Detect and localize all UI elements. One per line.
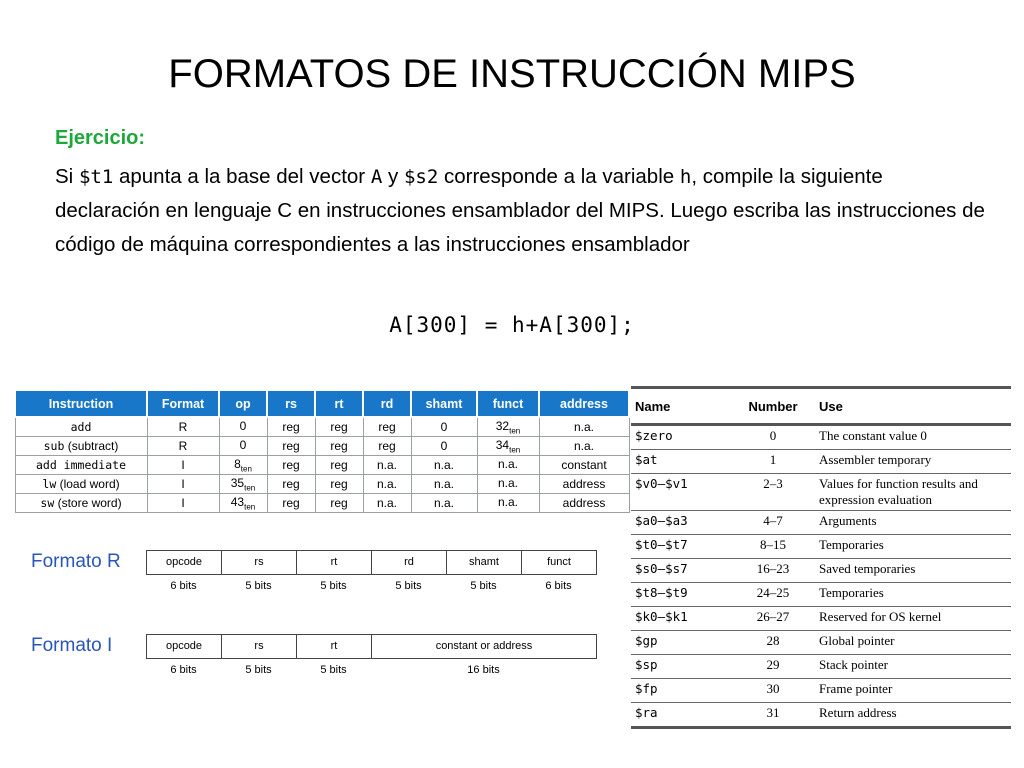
instruction-name-cell <box>15 417 147 437</box>
op-cell <box>219 475 267 494</box>
instruction-description: (load word) <box>56 477 120 491</box>
funct-value: n.a. <box>497 456 518 471</box>
register-table <box>631 386 1011 729</box>
register-use: Values for function results and expression evaluation <box>815 474 1011 511</box>
address-cell: address <box>539 475 629 494</box>
register-row <box>631 583 1011 607</box>
variable-a: A <box>370 166 383 188</box>
register-number: 26–27 <box>731 607 815 631</box>
instruction-row <box>15 437 629 456</box>
register-name: $t0–$t7 <box>631 535 731 559</box>
register-name: $ra <box>631 703 731 728</box>
register-name: $at <box>631 450 731 474</box>
format-field: rs <box>222 551 297 574</box>
instruction-mnemonic: lw <box>42 477 57 491</box>
register-name: $sp <box>631 655 731 679</box>
exercise-heading: Ejercicio: <box>55 127 146 149</box>
register-s2: $s2 <box>403 166 439 188</box>
rd-cell: n.a. <box>363 456 411 475</box>
address-cell: address <box>539 494 629 513</box>
col-header: address <box>539 390 629 417</box>
register-use: Reserved for OS kernel <box>815 607 1011 631</box>
rt-cell: reg <box>315 494 363 513</box>
rs-cell: reg <box>267 494 315 513</box>
exercise-text-part: , compile la siguiente declaración en lenguaje C en instrucciones ensamblador del MIPS. Luego escriba las instrucciones de código de máquina correspondientes a las instrucciones ensamblador <box>55 165 985 256</box>
funct-cell <box>477 475 539 494</box>
format-field: shamt <box>447 551 522 574</box>
register-use: Stack pointer <box>815 655 1011 679</box>
register-number: 4–7 <box>731 511 815 535</box>
rd-cell: reg <box>363 437 411 456</box>
rs-cell: reg <box>267 456 315 475</box>
funct-value: n.a. <box>497 494 518 509</box>
col-header: rt <box>315 390 363 417</box>
format-bit-size: 6 bits <box>545 580 572 592</box>
op-cell <box>219 456 267 475</box>
instruction-row <box>15 494 629 513</box>
format-i-fields <box>146 634 597 659</box>
rt-cell: reg <box>315 437 363 456</box>
format-i-bits <box>146 664 596 676</box>
register-name: $k0–$k1 <box>631 607 731 631</box>
register-table-header <box>631 388 1011 425</box>
rt-cell: reg <box>315 475 363 494</box>
register-use: Global pointer <box>815 631 1011 655</box>
rd-cell: n.a. <box>363 475 411 494</box>
register-name: $s0–$s7 <box>631 559 731 583</box>
format-bit-size: 5 bits <box>320 580 347 592</box>
instruction-mnemonic: sub <box>43 439 65 453</box>
col-header: shamt <box>411 390 477 417</box>
register-row <box>631 631 1011 655</box>
exercise-text-part: Si <box>55 165 79 188</box>
shamt-cell: n.a. <box>411 475 477 494</box>
format-cell: I <box>147 494 219 513</box>
funct-subscript: ten <box>509 445 521 455</box>
register-use: Frame pointer <box>815 679 1011 703</box>
format-bit-size: 5 bits <box>470 580 497 592</box>
format-r-fields <box>146 550 597 575</box>
register-row <box>631 425 1011 450</box>
exercise-text <box>55 160 985 262</box>
format-cell: I <box>147 475 219 494</box>
shamt-cell: 0 <box>411 417 477 437</box>
format-cell: R <box>147 437 219 456</box>
format-bit-size: 5 bits <box>245 664 272 676</box>
shamt-cell: n.a. <box>411 456 477 475</box>
funct-subscript: ten <box>509 426 521 436</box>
funct-value: n.a. <box>497 475 518 490</box>
register-name: $v0–$v1 <box>631 474 731 511</box>
register-name: $fp <box>631 679 731 703</box>
funct-cell <box>477 456 539 475</box>
address-cell: n.a. <box>539 437 629 456</box>
address-cell: n.a. <box>539 417 629 437</box>
funct-cell <box>477 417 539 437</box>
instruction-name-cell <box>15 456 147 475</box>
register-row <box>631 703 1011 728</box>
col-header: rs <box>267 390 315 417</box>
exercise-text-part: apunta a la base del vector <box>113 165 371 188</box>
c-statement: A[300] = h+A[300]; <box>389 313 635 337</box>
format-field: opcode <box>147 635 222 658</box>
format-field: rt <box>297 551 372 574</box>
register-number: 24–25 <box>731 583 815 607</box>
shamt-cell: n.a. <box>411 494 477 513</box>
col-header: Name <box>631 388 731 425</box>
op-subscript: ten <box>244 483 256 493</box>
instruction-name-cell <box>15 475 147 494</box>
instruction-mnemonic: add immediate <box>35 458 126 472</box>
instruction-mnemonic: sw <box>40 496 55 510</box>
instruction-table <box>14 389 630 513</box>
register-number: 16–23 <box>731 559 815 583</box>
rs-cell: reg <box>267 417 315 437</box>
rs-cell: reg <box>267 437 315 456</box>
op-value: 35 <box>230 475 245 490</box>
instruction-name-cell <box>15 494 147 513</box>
register-use: Temporaries <box>815 535 1011 559</box>
format-field: constant or address <box>435 640 533 652</box>
address-cell: constant <box>539 456 629 475</box>
col-header: rd <box>363 390 411 417</box>
op-value: 0 <box>239 437 247 452</box>
op-value: 0 <box>239 418 247 433</box>
format-field: opcode <box>147 551 222 574</box>
register-use: Saved temporaries <box>815 559 1011 583</box>
register-row <box>631 655 1011 679</box>
register-row <box>631 607 1011 631</box>
format-r-label: Formato R <box>31 551 121 572</box>
format-field: rt <box>297 635 372 658</box>
register-number: 2–3 <box>731 474 815 511</box>
format-bit-size: 16 bits <box>467 664 500 676</box>
rd-cell: n.a. <box>363 494 411 513</box>
register-row <box>631 535 1011 559</box>
register-name: $a0–$a3 <box>631 511 731 535</box>
op-subscript: ten <box>240 464 252 474</box>
instruction-row <box>15 475 629 494</box>
format-cell: R <box>147 417 219 437</box>
register-row <box>631 679 1011 703</box>
register-name: $zero <box>631 425 731 450</box>
register-number: 8–15 <box>731 535 815 559</box>
instruction-mnemonic: add <box>70 420 92 434</box>
register-row <box>631 559 1011 583</box>
register-row <box>631 450 1011 474</box>
variable-h: h <box>679 166 692 188</box>
register-number: 28 <box>731 631 815 655</box>
register-name: $t8–$t9 <box>631 583 731 607</box>
instruction-name-cell <box>15 437 147 456</box>
register-number: 30 <box>731 679 815 703</box>
instruction-description: (subtract) <box>64 439 119 453</box>
register-t1: $t1 <box>78 166 114 188</box>
page-title: FORMATOS DE INSTRUCCIÓN MIPS <box>168 52 856 96</box>
instruction-row <box>15 456 629 475</box>
register-row <box>631 511 1011 535</box>
shamt-cell: 0 <box>411 437 477 456</box>
register-number: 29 <box>731 655 815 679</box>
register-number: 1 <box>731 450 815 474</box>
register-number: 31 <box>731 703 815 728</box>
format-r-bits <box>146 580 596 592</box>
op-value: 8 <box>234 456 241 471</box>
funct-value: 32 <box>495 418 510 433</box>
format-bit-size: 6 bits <box>170 580 197 592</box>
col-header: Format <box>147 390 219 417</box>
col-header: Use <box>815 388 1011 425</box>
register-use: Arguments <box>815 511 1011 535</box>
register-use: Temporaries <box>815 583 1011 607</box>
register-row <box>631 474 1011 511</box>
col-header: op <box>219 390 267 417</box>
format-field: funct <box>547 556 571 568</box>
op-cell <box>219 494 267 513</box>
register-use: Return address <box>815 703 1011 728</box>
format-i-label: Formato I <box>31 635 113 656</box>
funct-cell <box>477 437 539 456</box>
register-use: Assembler temporary <box>815 450 1011 474</box>
format-cell: I <box>147 456 219 475</box>
rs-cell: reg <box>267 475 315 494</box>
format-bit-size: 5 bits <box>395 580 422 592</box>
exercise-text-part: corresponde a la variable <box>438 165 680 188</box>
col-header: Number <box>731 388 815 425</box>
format-field: rd <box>372 551 447 574</box>
col-header: Instruction <box>15 390 147 417</box>
format-bit-size: 5 bits <box>245 580 272 592</box>
op-cell <box>219 417 267 437</box>
funct-value: 34 <box>495 437 510 452</box>
format-field: rs <box>222 635 297 658</box>
rt-cell: reg <box>315 417 363 437</box>
format-bit-size: 6 bits <box>170 664 197 676</box>
rd-cell: reg <box>363 417 411 437</box>
register-use: The constant value 0 <box>815 425 1011 450</box>
instruction-table-header <box>15 390 629 417</box>
register-number: 0 <box>731 425 815 450</box>
exercise-text-part: y <box>382 165 404 188</box>
register-name: $gp <box>631 631 731 655</box>
op-subscript: ten <box>244 502 256 512</box>
instruction-row <box>15 417 629 437</box>
op-value: 43 <box>230 494 245 509</box>
op-cell <box>219 437 267 456</box>
instruction-description: (store word) <box>54 496 122 510</box>
col-header: funct <box>477 390 539 417</box>
funct-cell <box>477 494 539 513</box>
format-bit-size: 5 bits <box>320 664 347 676</box>
rt-cell: reg <box>315 456 363 475</box>
